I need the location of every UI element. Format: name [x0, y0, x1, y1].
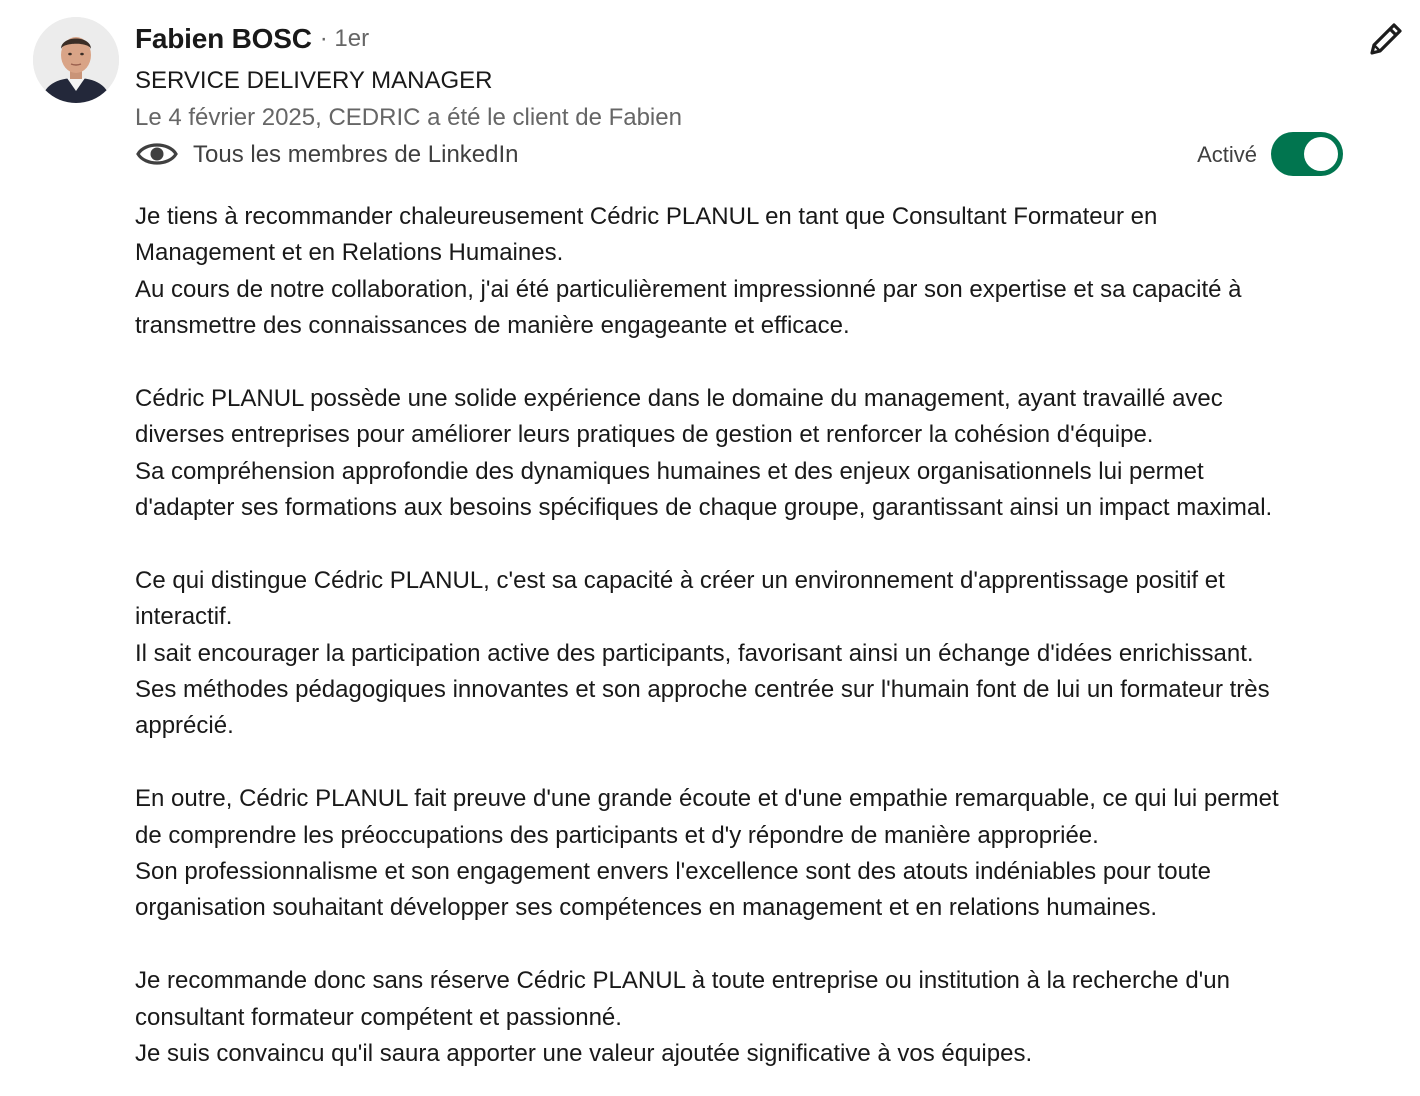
eye-icon: [135, 138, 179, 170]
recommendation-line: consultant formateur compétent et passionné.: [135, 1003, 622, 1031]
recommendation-line: apprécié.: [135, 712, 234, 740]
author-headline: SERVICE DELIVERY MANAGER: [135, 67, 493, 94]
recommendation-line: de comprendre les préoccupations des participants et d'y répondre de manière appropriée.: [135, 821, 1099, 849]
recommendation-line: organisation souhaitant développer ses compétences en management et en relations humaines.: [135, 894, 1157, 922]
toggle-knob: [1304, 137, 1338, 171]
visibility-row: [135, 132, 1345, 178]
recommendation-line: interactif.: [135, 603, 233, 631]
recommendation-line: Je tiens à recommander chaleureusement Cédric PLANUL en tant que Consultant Formateur en: [135, 203, 1158, 230]
visibility-toggle[interactable]: [1271, 132, 1343, 176]
recommendation-line: [135, 527, 1350, 563]
recommendation-line: Je suis convaincu qu'il saura apporter une valeur ajoutée significative à vos équipes.: [135, 1039, 1033, 1067]
pencil-icon: [1365, 18, 1407, 60]
recommendation-line: Sa compréhension approfondie des dynamiques humaines et des enjeux organisationnels lui permet: [135, 457, 1204, 485]
connection-degree: · 1er: [319, 25, 370, 52]
name-row: [135, 18, 1355, 60]
toggle-label: Activé: [1197, 142, 1257, 167]
relation-date: Le 4 février 2025, CEDRIC a été le client de Fabien: [135, 104, 682, 131]
recommendation-line: Je recommande donc sans réserve Cédric PLANUL à toute entreprise ou institution à la recherche d'un: [135, 967, 1230, 995]
recommendation-line: diverses entreprises pour améliorer leurs pratiques de gestion et renforcer la cohésion d'équipe.: [135, 421, 1154, 449]
recommendation-line: [135, 345, 1350, 381]
avatar[interactable]: [33, 17, 119, 103]
recommendation-line: Ses méthodes pédagogiques innovantes et son approche centrée sur l'humain font de lui un formateur très: [135, 676, 1270, 704]
recommendation-line: [135, 745, 1350, 781]
recommendation-line: Son professionnalisme et son engagement envers l'excellence sont des atouts indéniables pour toute: [135, 858, 1211, 886]
recommendation-line: d'adapter ses formations aux besoins spécifiques de chaque groupe, garantissant ainsi un impact maximal.: [135, 494, 1273, 522]
recommendation-line: [135, 927, 1350, 963]
author-name[interactable]: Fabien BOSC: [135, 23, 312, 54]
recommendation-line: Cédric PLANUL possède une solide expérience dans le domaine du management, ayant travaillé avec: [135, 384, 1223, 412]
recommendation-line: Management et en Relations Humaines.: [135, 239, 564, 267]
recommendation-line: transmettre des connaissances de manière engageante et efficace.: [135, 312, 850, 340]
recommendation-line: En outre, Cédric PLANUL fait preuve d'une grande écoute et d'une empathie remarquable, ce qui lui permet: [135, 785, 1279, 813]
recommendation-text: [135, 199, 1350, 1072]
visibility-label: Tous les membres de LinkedIn: [193, 141, 519, 168]
edit-button[interactable]: [1365, 18, 1407, 60]
recommendation-line: Ce qui distingue Cédric PLANUL, c'est sa capacité à créer un environnement d'apprentissage positif et: [135, 566, 1225, 594]
recommendation-header: [135, 18, 1355, 135]
recommendation-line: Il sait encourager la participation active des participants, favorisant ainsi un échange d'idées enrichissant.: [135, 639, 1254, 667]
recommendation-line: Au cours de notre collaboration, j'ai été particulièrement impressionné par son expertise et sa capacité à: [135, 275, 1242, 303]
